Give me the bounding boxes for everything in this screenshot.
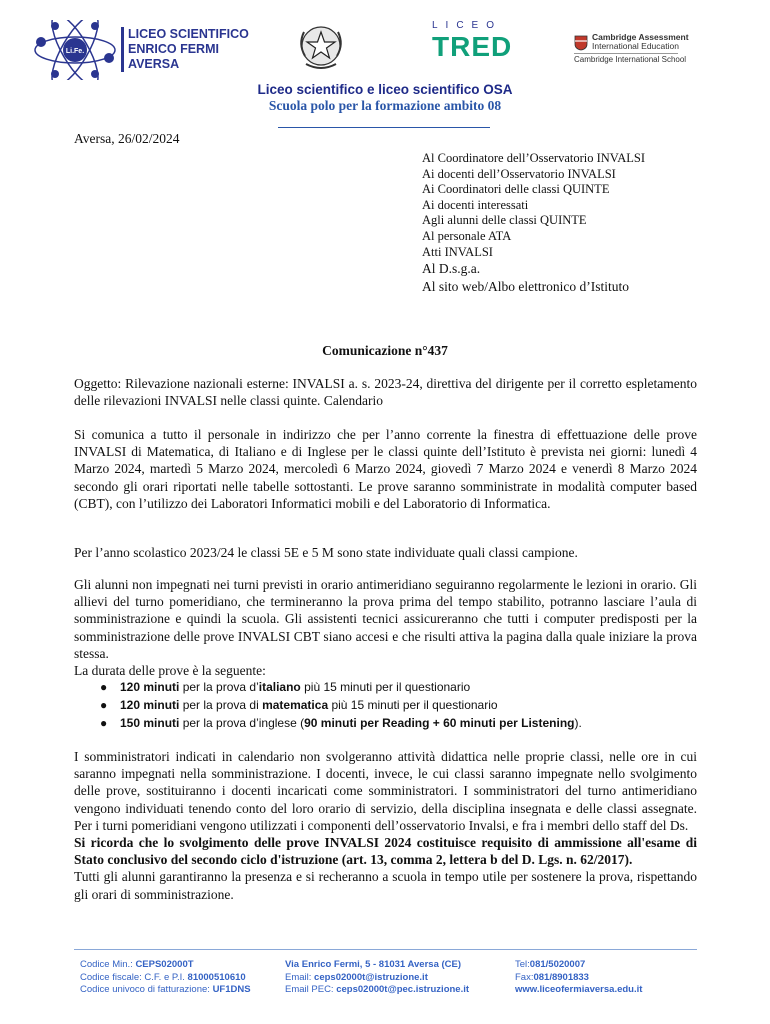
recipient: Agli alunni delle classi QUINTE <box>422 213 587 228</box>
tred-logo: LICEO TRED <box>432 20 513 62</box>
footer-contacts: Via Enrico Fermi, 5 - 81031 Aversa (CE) Email: ceps02000t@istruzione.it Email PEC: ceps02000t@pec.istruzione.it <box>285 959 470 996</box>
recipient: Al personale ATA <box>422 228 512 243</box>
cambridge-shield-icon <box>574 35 588 51</box>
body-paragraph-organization: Gli alunni non impegnati nei turni previsti in orario antimeridiano seguiranno regolarmente le lezioni in orario. Gli allievi del turno pomeridiano, che termineranno la prova prima del tempo stabilito, potranno lasciare l’aula di somministrazione e quindi la scuola. Gli assistenti tecnici assicureranno che tutti i computer predisposti per la somministrazione delle prove INVALSI CBT siano accesi e che risulti attiva la pagina dalla quale iniziare la prova stessa. La durata delle prove è la seguente: <box>74 577 697 679</box>
body-paragraph-schedule: Si comunica a tutto il personale in indirizzo che per l’anno corrente la finestra di effettuazione delle prove INVALSI di Matematica, di Italiano e di Inglese per le classi quinte dell’Istituto è prevista nei giorni: lunedì 4 Marzo 2024, martedì 5 Marzo 2024, mercoledì 6 Marzo 2024, giovedì 7 Marzo 2024 e venerdì 8 Marzo 2024 secondo gli orari riportati nelle tabelle sottostanti. Le prove saranno somministrate in modalità computer based (CBT), con l’utilizzo dei Laboratori Informatici mobili e del Laboratorio di Informatica. <box>74 427 697 511</box>
footer-phone-web: Tel:081/5020007 Fax:081/8901833 www.liceofermiaversa.edu.it <box>515 959 643 996</box>
recipient: Al D.s.g.a. <box>422 261 481 277</box>
closing-paragraph: Tutti gli alunni garantiranno la presenza e si recheranno a scuola in tempo utile per sostenere la prova, rispettando gli orari di somministrazione. <box>74 869 697 902</box>
list-item: ● 120 minuti per la prova di matematica più 15 minuti per il questionario <box>100 696 582 714</box>
email-link[interactable]: ceps02000t@istruzione.it <box>314 971 428 983</box>
cambridge-logo: Cambridge Assessment International Education Cambridge International School <box>574 32 689 64</box>
recipient: Al sito web/Albo elettronico d’Istituto <box>422 278 629 294</box>
recipient-list <box>422 151 645 295</box>
duration-intro: La durata delle prove è la seguente: <box>74 663 266 679</box>
list-item: ● 120 minuti per la prova d’italiano più 15 minuti per il questionario <box>100 678 582 696</box>
phone-number: 081/5020007 <box>529 959 586 970</box>
fermi-school-name: LICEO SCIENTIFICO ENRICO FERMI AVERSA <box>121 27 249 72</box>
cambridge-divider <box>574 53 678 54</box>
footer-address: Via Enrico Fermi, 5 - 81031 Aversa (CE) <box>285 959 462 970</box>
bullet-icon: ● <box>100 716 108 731</box>
atom-logo-icon <box>30 20 120 80</box>
title-divider <box>278 127 490 128</box>
website-link[interactable]: www.liceofermiaversa.edu.it <box>515 984 643 996</box>
bullet-icon: ● <box>100 698 108 713</box>
recipient: Atti INVALSI <box>422 244 493 259</box>
fermi-badge-text: Li.Fe. <box>65 48 85 55</box>
admission-notice: Si ricorda che lo svolgimento delle prove INVALSI 2024 costituisce requisito di ammissione all'esame di Stato conclusivo del secondo ciclo d'istruzione (art. 13, comma 2, lettera b del D. Lgs. n. 62/2017). <box>74 835 697 868</box>
recipient: Al Coordinatore dell’Osservatorio INVALSI <box>422 151 645 165</box>
footer-divider <box>74 949 697 950</box>
communication-number: Comunicazione n°437 <box>322 343 448 358</box>
letter-date: Aversa, 26/02/2024 <box>74 131 180 146</box>
list-item: ● 150 minuti per la prova d’inglese (90 minuti per Reading + 60 minuti per Listening). <box>100 714 582 732</box>
duration-list <box>100 678 582 733</box>
school-title: Liceo scientifico e liceo scientifico OSA <box>257 82 513 97</box>
body-paragraph-administrators: I somministratori indicati in calendario non svolgeranno attività didattica nelle proprie classi, nelle ore in cui saranno impegnati nella somministrazione. I docenti, invece, le cui classi saranno impegnate nello svolgimento delle prove, sostituiranno i docenti incaricati come somministratori. I somministratori del turno antimeridiano vengono individuati tenendo conto del loro orario di servizio, della disciplina insegnata e delle classi assegnate. Per i turni pomeridiani vengono utilizzati i componenti dell’osservatorio Invalsi, e fra i membri dello staff del Ds. Si ricorda che lo svolgimento delle prove INVALSI 2024 costituisce requisito di ammissione all'esame di Stato conclusivo del secondo ciclo d'istruzione (art. 13, comma 2, lettera b del D. Lgs. n. 62/2017). Tutti gli alunni garantiranno la presenza e si recheranno a scuola in tempo utile per sostenere la prova, rispettando gli orari di somministrazione. <box>74 749 697 902</box>
footer-codes: Codice Min.: CEPS02000T Codice fiscale: C.F. e P.I. 81000510610 Codice univoco di fatturazione: UF1DNS <box>80 959 251 996</box>
body-paragraph-sample-classes: Per l’anno scolastico 2023/24 le classi 5E e 5 M sono state individuate quali classi campione. <box>74 545 578 560</box>
fax-number: 081/8901833 <box>533 971 589 983</box>
recipient: Ai docenti dell’Osservatorio INVALSI <box>422 166 616 181</box>
pec-email-link[interactable]: ceps02000t@pec.istruzione.it <box>336 984 470 996</box>
bullet-icon: ● <box>100 680 108 694</box>
recipient: Ai docenti interessati <box>422 197 529 212</box>
school-subtitle: Scuola polo per la formazione ambito 08 <box>268 98 502 113</box>
recipient: Ai Coordinatori delle classi QUINTE <box>422 182 610 197</box>
letterhead <box>0 0 770 85</box>
subject-paragraph: Oggetto: Rilevazione nazionali esterne: INVALSI a. s. 2023-24, direttiva del dirigente per il corretto espletamento delle rilevazioni INVALSI nelle classi quinte. Calendario <box>74 376 697 409</box>
italian-republic-emblem-icon <box>294 22 348 74</box>
